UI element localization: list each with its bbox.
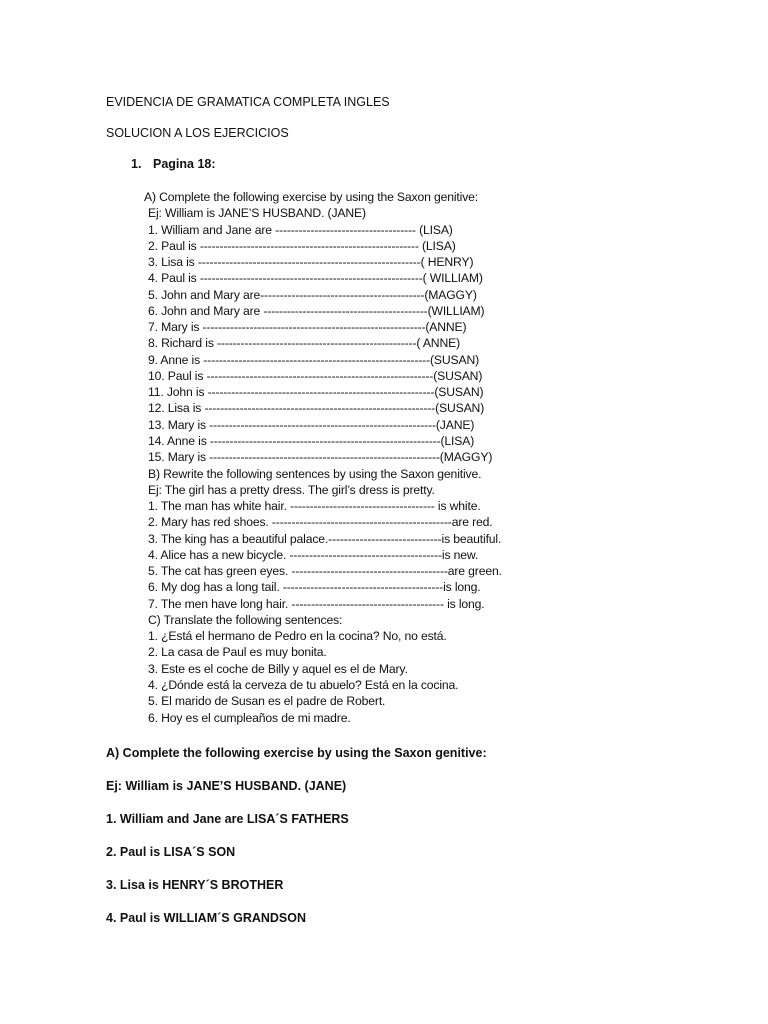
answer-line: 4. Paul is WILLIAM´S GRANDSON [106, 911, 307, 925]
exercise-line: 6. John and Mary are ------------------------------------------(WILLIAM) [148, 303, 485, 318]
exercise-line: 4. ¿Dónde está la cerveza de tu abuelo? Está en la cocina. [148, 677, 459, 692]
numbered-item-heading [131, 157, 216, 171]
exercise-block [144, 189, 748, 726]
exercise-line: 2. Mary has red shoes. ----------------------------------------------are red. [148, 515, 493, 530]
exercise-line: 1. The man has white hair. ------------------------------------- is white. [148, 499, 481, 514]
exercise-line: A) Complete the following exercise by using the Saxon genitive: [144, 190, 479, 204]
exercise-line: 10. Paul is ----------------------------------------------------------(SUSAN) [148, 368, 483, 383]
exercise-line: 7. Mary is ---------------------------------------------------------(ANNE) [148, 320, 467, 335]
exercise-line: C) Translate the following sentences: [148, 612, 343, 627]
exercise-line: 1. ¿Está el hermano de Pedro en la cocina? No, no está. [148, 629, 447, 644]
answer-line: 2. Paul is LISA´S SON [106, 845, 236, 859]
document-title: EVIDENCIA DE GRAMATICA COMPLETA INGLES [106, 95, 390, 109]
answer-line: A) Complete the following exercise by using the Saxon genitive: [106, 746, 487, 760]
answer-line: Ej: William is JANE’S HUSBAND. (JANE) [106, 779, 347, 793]
exercise-line: 12. Lisa is -----------------------------------------------------------(SUSAN) [148, 401, 485, 416]
exercise-line: 5. El marido de Susan es el padre de Robert. [148, 694, 386, 709]
exercise-line: 13. Mary is ----------------------------------------------------------(JANE) [148, 417, 475, 432]
answer-line: 1. William and Jane are LISA´S FATHERS [106, 812, 349, 826]
exercise-line: 3. The king has a beautiful palace.-----------------------------is beautiful. [148, 531, 502, 546]
exercise-line: 4. Alice has a new bicycle. ---------------------------------------is new. [148, 547, 479, 562]
item-number: 1. [131, 157, 142, 171]
answer-line: 3. Lisa is HENRY´S BROTHER [106, 878, 284, 892]
exercise-line: Ej: The girl has a pretty dress. The girl’s dress is pretty. [148, 482, 435, 497]
exercise-line: 9. Anne is ----------------------------------------------------------(SUSAN) [148, 352, 480, 367]
exercise-line: 14. Anne is -----------------------------------------------------------(LISA) [148, 433, 475, 448]
exercise-line: 11. John is ----------------------------------------------------------(SUSAN) [148, 385, 484, 400]
exercise-line: 2. Paul is -------------------------------------------------------- (LISA) [148, 238, 456, 253]
exercise-line: 7. The men have long hair. --------------------------------------- is long. [148, 596, 485, 611]
document-subtitle: SOLUCION A LOS EJERCICIOS [106, 126, 289, 140]
exercise-line: 15. Mary is -----------------------------------------------------------(MAGGY) [148, 450, 493, 465]
exercise-line: 5. John and Mary are------------------------------------------(MAGGY) [148, 287, 477, 302]
exercise-line: 8. Richard is ---------------------------------------------------( ANNE) [148, 336, 460, 351]
exercise-line: 5. The cat has green eyes. ----------------------------------------are green. [148, 564, 502, 579]
exercise-line: 1. William and Jane are ------------------------------------ (LISA) [148, 222, 453, 237]
exercise-line: 4. Paul is ---------------------------------------------------------( WILLIAM) [148, 271, 483, 286]
exercise-line: 3. Este es el coche de Billy y aquel es el de Mary. [148, 661, 408, 676]
exercise-line: Ej: William is JANE’S HUSBAND. (JANE) [148, 206, 366, 221]
exercise-line: B) Rewrite the following sentences by using the Saxon genitive. [148, 466, 482, 481]
exercise-line: 3. Lisa is ---------------------------------------------------------( HENRY) [148, 255, 474, 270]
answer-block [106, 745, 487, 943]
exercise-line: 6. My dog has a long tail. -----------------------------------------is long. [148, 580, 481, 595]
exercise-line: 6. Hoy es el cumpleaños de mi madre. [148, 710, 351, 725]
item-label: Pagina 18: [153, 157, 216, 171]
exercise-line: 2. La casa de Paul es muy bonita. [148, 645, 327, 660]
